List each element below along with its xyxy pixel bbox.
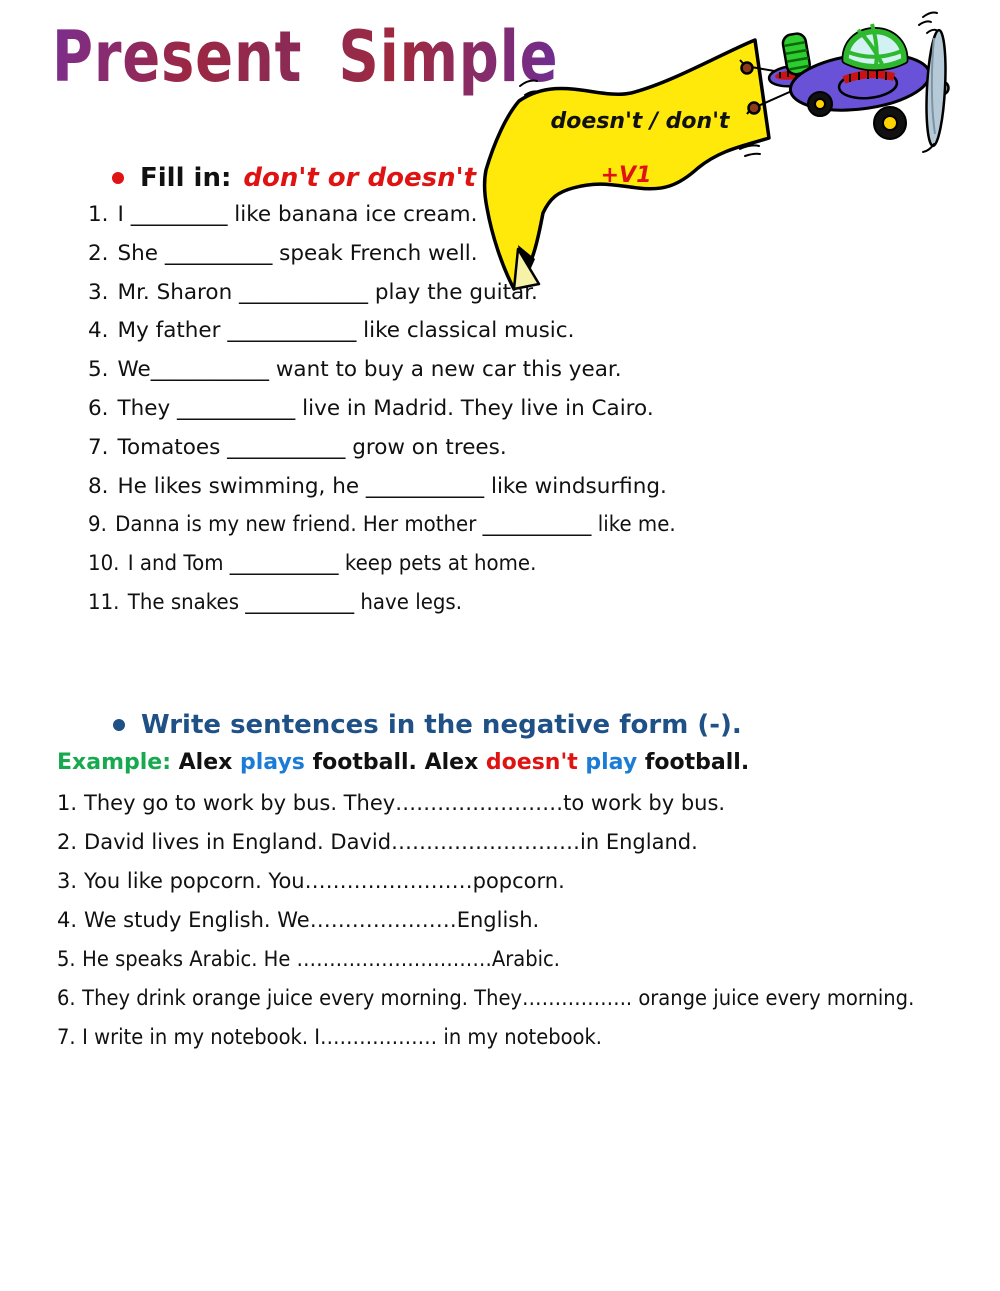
- fill-in-item: 9. Danna is my new friend. Her mother ___________ like me.: [88, 512, 676, 538]
- banner-text: doesn't / don't: [550, 109, 730, 134]
- negative-form-item: 1. They go to work by bus. They……………………to work by bus.: [57, 791, 726, 815]
- negative-form-item: 3. You like popcorn. You……………………popcorn.: [57, 869, 565, 893]
- example-line: [57, 750, 749, 775]
- fill-in-item: 11. The snakes ___________ have legs.: [88, 589, 463, 615]
- example-word: Alex: [178, 750, 240, 775]
- example-word: plays: [240, 750, 313, 775]
- negative-form-item: 6. They drink orange juice every morning. They…………….. orange juice every morning.: [57, 986, 915, 1010]
- fill-in-heading-red: don't or doesn't: [243, 163, 477, 193]
- red-bullet-icon: [112, 172, 124, 184]
- negative-form-item: 2. David lives in England. David………………………in England.: [57, 830, 698, 854]
- example-word: Alex: [424, 750, 486, 775]
- fill-in-item: 4. My father ____________ like classical music.: [88, 318, 575, 344]
- example-label: Example:: [57, 750, 179, 775]
- fill-in-list: [88, 202, 727, 629]
- negative-form-item: 7. I write in my notebook. I……………… in my notebook.: [57, 1025, 603, 1049]
- fill-in-item: 6. They ___________ live in Madrid. They live in Cairo.: [88, 395, 654, 421]
- example-word: doesn't: [485, 750, 586, 775]
- negative-form-heading: [113, 710, 742, 740]
- example-word: football.: [312, 750, 425, 775]
- example-word: football.: [644, 750, 750, 775]
- negative-form-item: 4. We study English. We…………………English.: [57, 908, 540, 932]
- fill-in-item: 8. He likes swimming, he ___________ like windsurfing.: [88, 473, 667, 499]
- banner-v1-text: +V1: [600, 163, 652, 188]
- fill-in-item: 2. She __________ speak French well.: [88, 240, 478, 266]
- fill-in-item: 10. I and Tom ___________ keep pets at home.: [88, 551, 537, 577]
- negative-form-item: 5. He speaks Arabic. He …………………………Arabic.: [57, 947, 560, 971]
- fill-in-heading-label: Fill in:: [140, 163, 232, 193]
- airplane-icon: [768, 24, 948, 146]
- fill-in-item: 7. Tomatoes ___________ grow on trees.: [88, 434, 507, 460]
- negative-form-list: [57, 791, 979, 1064]
- negative-form-heading-label: Write sentences in the negative form (-).: [141, 710, 742, 740]
- fill-in-item: 5. We___________ want to buy a new car this year.: [88, 357, 622, 383]
- fill-in-heading: [112, 163, 476, 193]
- page-title: Present Simple: [52, 16, 559, 98]
- fill-in-item: 3. Mr. Sharon ____________ play the guitar.: [88, 279, 538, 305]
- example-word: play: [585, 750, 645, 775]
- blue-bullet-icon: [113, 719, 125, 731]
- fill-in-item: 1. I _________ like banana ice cream.: [88, 202, 478, 227]
